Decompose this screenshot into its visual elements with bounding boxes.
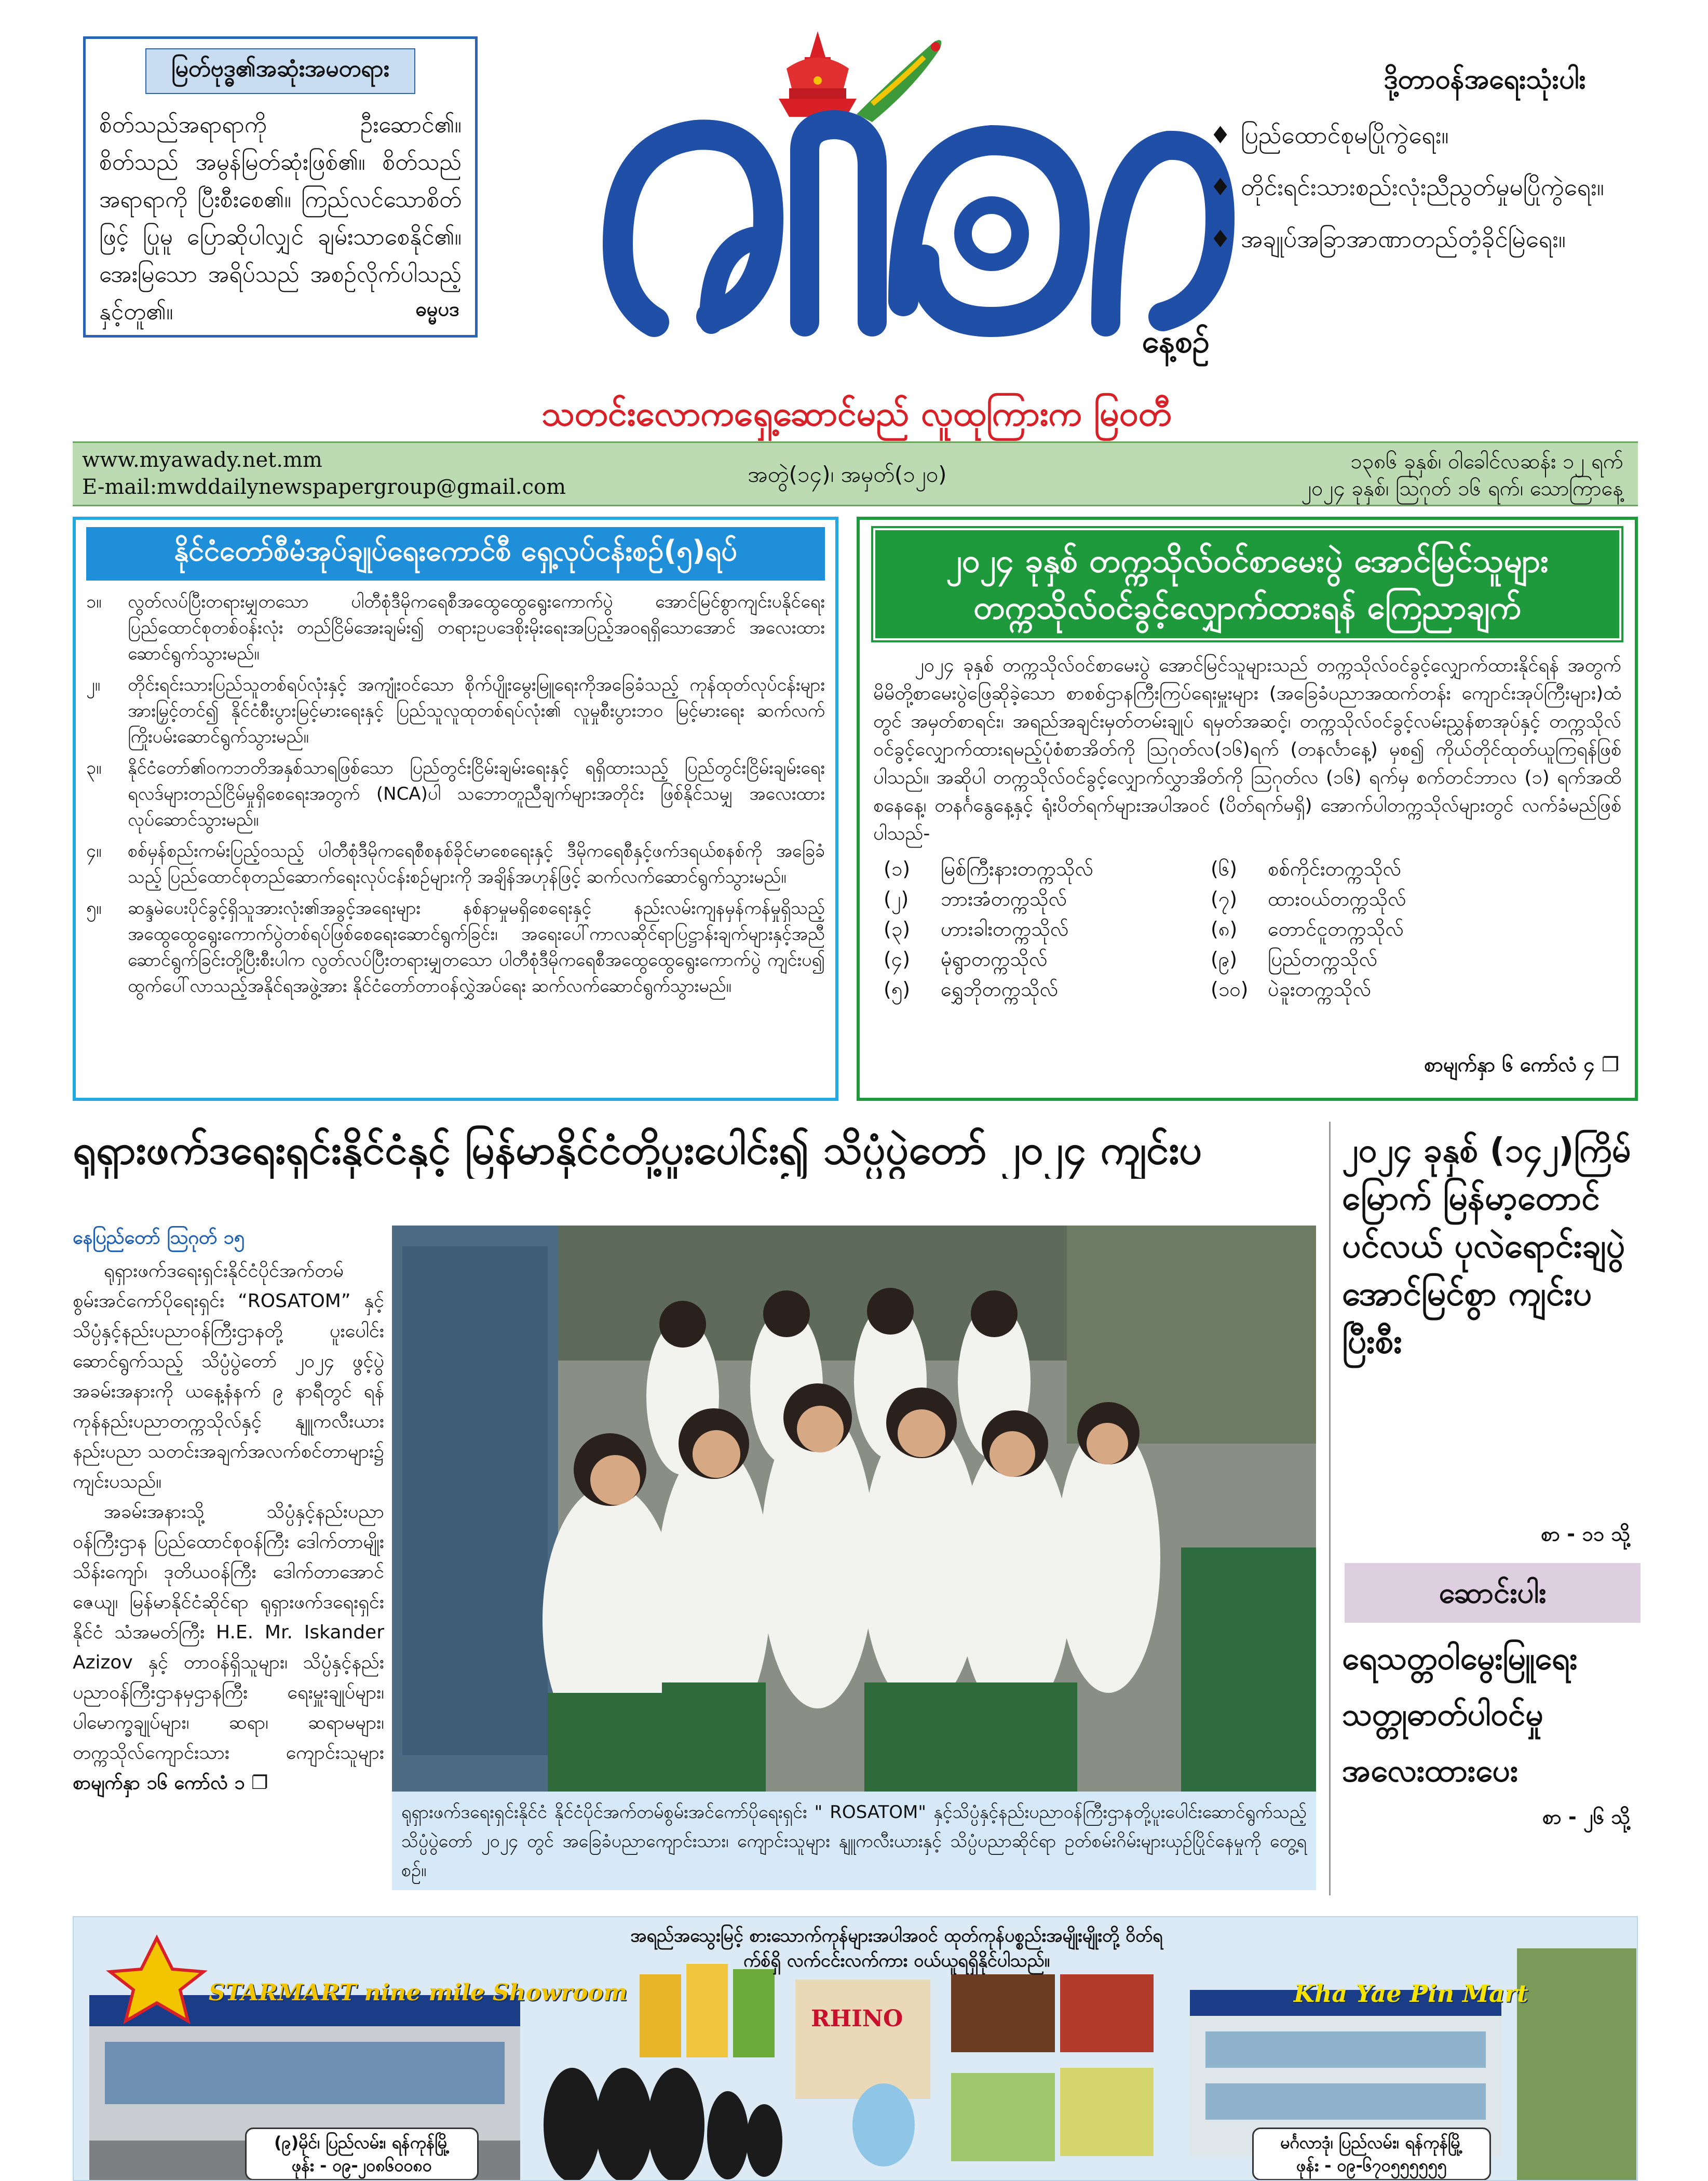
main-story-column	[73, 1223, 384, 1798]
starmart-sign: STARMART nine mile Showroom	[209, 1980, 628, 2006]
university-name: ပဲခူးတက္ကသိုလ်	[1268, 978, 1372, 1001]
university-number: (၆)	[1211, 857, 1238, 880]
email-link[interactable]: E-mail:mwddailynewspapergroup@gmail.com	[82, 475, 566, 499]
university-number: (၁)	[884, 857, 911, 880]
objectives-list	[86, 589, 825, 999]
university-name: မုံရွာတက္ကသိုလ်	[941, 948, 1048, 971]
diamond-bullet-icon: ♦	[1210, 225, 1231, 253]
story-dateline: နေပြည်တော် ဩဂုတ် ၁၅	[73, 1227, 245, 1248]
objective-item: ၅။ ဆန္ဒမဲပေးပိုင်ခွင့်ရှိသူအားလုံး၏အခွင့်အရေးများ နစ်နာမှုမရှိစေရေးနှင့် နည်းလမ်းကျနမှန်ကန်မှုရှိသည့် အထွေထွေရွေးကောက်ပွဲတစ်ရပ်ဖြစ်စေရေးဆောင်ရွက်ခြင်း၊ အရေးပေါ်ကာလဆိုင်ရာပြဋ္ဌာန်းချက်များနှင့်အညီ ဆောင်ရွက်ခြင်းတို့ပြီးစီးပါက လွတ်လပ်ပြီးတရားမျှတသော ပါတီစုံဒီမိုကရေစီအထွေထွေရွေးကောက်ပွဲ ကျင်းပ၍ ထွက်ပေါ်လာသည့်အနိုင်ရအဖွဲ့အား နိုင်ငံတော်တာဝန်လွှဲအပ်ရေး ဆက်လက်ဆောင်ရွက်သွားမည်။	[86, 898, 825, 997]
main-story-headline[interactable]: ရုရှားဖက်ဒရေးရှင်းနိုင်ငံနှင့် မြန်မာနိုင်ငံတို့ပူးပေါင်း၍ သိပ္ပံပွဲတော် ၂၀၂၄ ကျင်းပ	[73, 1127, 1202, 1174]
university-name: တောင်ငူတက္ကသိုလ်	[1268, 918, 1404, 940]
starmart-address: (၉)မိုင်၊ ပြည်လမ်း၊ ရန်ကုန်မြို့ ဖုန်း - ၀၉-၂၀၈၆၀၀၈၀	[245, 2128, 479, 2180]
buddha-teaching-box	[83, 36, 478, 338]
masthead-logo	[581, 10, 1246, 384]
info-bar	[73, 441, 1638, 506]
diamond-bullet-icon: ♦	[1210, 121, 1231, 149]
university-name: ထားဝယ်တက္ကသိုလ်	[1268, 887, 1406, 910]
buddha-teaching-text: စိတ်သည်အရာရာကို ဦးဆောင်၏။ စိတ်သည် အမွန်မြတ်ဆုံးဖြစ်၏။ စိတ်သည် အရာရာကို ပြီးစီးစေ၏။ ကြည်လင်သောစိတ်ဖြင့် ပြုမူ ပြောဆိုပါလျှင် ချမ်းသာစေနိုင်၏။ အေးမြသော အရိပ်သည် အစဉ်လိုက်ပါသည့်နှင့်တူ၏။	[99, 112, 462, 325]
peacock-bird-icon	[857, 40, 941, 122]
objective-item: ၂။ တိုင်းရင်းသားပြည်သူတစ်ရပ်လုံးနှင့် အကျုံးဝင်သော စိုက်ပျိုးမွေးမြူရေးကိုအခြေခံသည့် ကုန်ထုတ်လုပ်ငန်းများအားမြှင့်တင်၍ နိုင်ငံစီးပွားမြင့်မားရေးနှင့် ပြည်သူလူထုတစ်ရပ်လုံး၏ လူမှုစီးပွားဘဝ မြင့်မားရေး ဆက်လက်ကြိုးပမ်းဆောင်ရွက်သွားမည်။	[86, 675, 825, 747]
university-admission-box	[857, 517, 1638, 1101]
students-crowd-photo-icon	[392, 1226, 1316, 1792]
article-headline[interactable]: ရေသတ္တဝါမွေးမြူရေး သတ္တုဓာတ်ပါဝင်မှု အလေးထားပေး	[1342, 1640, 1578, 1789]
university-name: ပြည်တက္ကသိုလ်	[1268, 948, 1378, 971]
university-name: မြစ်ကြီးနားတက္ကသိုလ်	[941, 857, 1094, 880]
science-fair-photo	[392, 1226, 1316, 1792]
university-number: (၄)	[884, 948, 911, 971]
objectives-title: နိုင်ငံတော်စီမံအုပ်ချုပ်ရေးကောင်စီ ရှေ့လုပ်ငန်းစဉ်(၅)ရပ်	[86, 527, 825, 581]
duty-item: ♦ ပြည်ထောင်စုမပြိုကွဲရေး။	[1210, 119, 1698, 151]
objective-item: ၄။ စစ်မှန်စည်းကမ်းပြည့်ဝသည့် ပါတီစုံဒီမိုကရေစီစနစ်ခိုင်မာစေရေးနှင့် ဒီမိုကရေစီနှင့်ဖက်ဒရယ်စနစ်ကို အခြေခံသည့် ပြည်ထောင်စုတည်ဆောက်ရေးလုပ်ငန်းစဉ်များကို အချိန်အဟုန်ဖြင့် ဆက်လက်ဆောင်ရွက်သွားမည်။	[86, 841, 825, 887]
photo-caption: ရုရှားဖက်ဒရေးရှင်းနိုင်ငံ နိုင်ငံပိုင်အက်တမ်စွမ်းအင်ကော်ပိုရေးရှင်း " ROSATOM" နှင့်သိပ္ပံနှင့်နည်းပညာဝန်ကြီးဌာနတို့ပူးပေါင်းဆောင်ရွက်သည့် သိပ္ပံပွဲတော် ၂၀၂၄ တွင် အခြေခံပညာကျောင်းသား၊ ကျောင်းသူများ နျူကလီးယားနှင့် သိပ္ပံပညာဆိုင်ရာ ဥတ်စမ်းဂိမ်းများယှဉ်ပြိုင်နေမှုကို တွေ့ရစဉ်။	[392, 1792, 1316, 1890]
rhino-product-label: RHINO	[811, 2005, 903, 2032]
buddha-teaching-title: မြတ်ဗုဒ္ဓ၏အဆုံးအမတရား	[145, 48, 415, 94]
article-tag: ဆောင်းပါး	[1345, 1563, 1641, 1623]
university-admission-headline[interactable]: ၂၀၂၄ ခုနှစ် တက္ကသိုလ်ဝင်စာမေးပွဲ အောင်မြင်သူများ တက္ကသိုလ်ဝင်ခွင့်လျှောက်ထားရန် ကြေညာချက်	[873, 528, 1621, 640]
story-paragraph: အခမ်းအနားသို့ သိပ္ပံနှင့်နည်းပညာဝန်ကြီးဌာန ပြည်ထောင်စုဝန်ကြီး ဒေါက်တာမျိုးသိန်းကျော်၊ ဒုတိယဝန်ကြီး ဒေါက်တာအောင်ဇေယျ၊ မြန်မာနိုင်ငံဆိုင်ရာ ရုရှားဖက်ဒရေးရှင်းနိုင်ငံ သံအမတ်ကြီး H.E. Mr. Iskander Azizov နှင့် တာဝန်ရှိသူများ၊ သိပ္ပံနှင့်နည်းပညာဝန်ကြီးဌာနမှဌာနကြီး ရေးမှူးချုပ်များ၊ ပါမောက္ခချုပ်များ၊ ဆရာ၊ ဆရာမများ၊ တက္ကသိုလ်ကျောင်းသား ကျောင်းသူများ စာမျက်နှာ ၁၆ ကော်လံ ၁ ❐	[73, 1501, 384, 1794]
tyre-products-icon	[544, 2068, 782, 2181]
university-name: ဟားခါးတက္ကသိုလ်	[941, 918, 1069, 940]
university-admission-body: ၂၀၂၄ ခုနှစ် တက္ကသိုလ်ဝင်စာမေးပွဲ အောင်မြင်သူများသည် တက္ကသိုလ်ဝင်ခွင့်လျှောက်ထားနိုင်ရန် အတွက် မိမိတို့စာမေးပွဲဖြေဆိုခဲ့သော စာစစ်ဌာနကြီးကြပ်ရေးမှူးများ (အခြေခံပညာအထက်တန်း ကျောင်းအုပ်ကြီးများ)ထံတွင် အမှတ်စာရင်း၊ အရည်အချင်းမှတ်တမ်းချုပ် ရမှတ်အဆင့်၊ တက္ကသိုလ်ဝင်ခွင့်လမ်းညွှန်စာအုပ်နှင့် တက္ကသိုလ်ဝင်ခွင့်လျှောက်ထားရမည့်ပုံစံစာအိတ်ကို ဩဂုတ်လ(၁၆)ရက် (တနင်္လာနေ့) မှစ၍ ကိုယ်တိုင်ထုတ်ယူကြရန်ဖြစ်ပါသည်။ အဆိုပါ တက္ကသိုလ်ဝင်ခွင့်လျှောက်လွှာအိတ်ကို ဩဂုတ်လ (၁၆) ရက်မှ စက်တင်ဘာလ (၁) ရက်အထိ စနေနေ့၊ တနင်္ဂနွေနေ့နှင့် ရုံးပိတ်ရက်များအပါအဝင် (ပိတ်ရက်မရှိ) အောက်ပါတက္ကသိုလ်များတွင် လက်ခံမည်ဖြစ်ပါသည်-	[873, 655, 1621, 844]
objective-item: ၃။ နိုင်ငံတော်၏ဝကဘတိအနှစ်သာရဖြစ်သော ပြည်တွင်းငြိမ်းချမ်းရေးနှင့် ရရှိထားသည့် ပြည်တွင်းငြိမ်းချမ်းရေးရလဒ်များတည်ငြိမ်မှုရှိစေရေးအတွက် (NCA)ပါ သဘောတူညီချက်များအတိုင်း ဖြစ်နိုင်သမျှ အလေးထားလုပ်ဆောင်သွားမည်။	[86, 758, 825, 830]
column-divider	[1329, 1122, 1331, 1895]
buddha-teaching-source: ဓမ္မပဒ	[415, 298, 459, 320]
website-link[interactable]: www.myawady.net.mm	[82, 448, 322, 472]
article-page-ref[interactable]: စာ - ၂၆ သို့	[1542, 1806, 1630, 1828]
duty-item: ♦ အချုပ်အခြာအာဏာတည်တံ့ခိုင်မြဲရေး။	[1210, 223, 1698, 254]
issue-number: အတွဲ(၁၄)၊ အမှတ်(၁၂၀)	[748, 462, 947, 487]
duties-title: ဒို့တာဝန်အရေးသုံးပါး	[1384, 64, 1586, 95]
university-name: ရွှေဘိုတက္ကသိုလ်	[941, 978, 1059, 1001]
starmart-advertisement[interactable]	[73, 1916, 1638, 2181]
khayae-pin-mart-sign: Kha Yae Pin Mart	[1294, 1980, 1528, 2008]
pearl-sale-headline[interactable]: ၂၀၂၄ ခုနှစ် (၁၄၂)ကြိမ်မြောက် မြန်မာ့တောင်ပင်လယ် ပုလဲရောင်းချပွဲ အောင်မြင်စွာ ကျင်းပပြီးစီး	[1342, 1132, 1631, 1361]
continued-link[interactable]: စာမျက်နှာ ၁၆ ကော်လံ ၁ ❐	[73, 1772, 268, 1794]
diamond-bullet-icon: ♦	[1210, 173, 1231, 201]
objective-item: ၁။ လွတ်လပ်ပြီးတရားမျှတသော ပါတီစုံဒီမိုကရေစီအထွေထွေရွေးကောက်ပွဲ အောင်မြင်စွာကျင်းပနိုင်ရေး ပြည်ထောင်စုတစ်ဝန်းလုံး တည်ငြိမ်အေးချမ်း၍ တရားဥပဒေစိုးမိုးရေးအပြည့်အဝရရှိသောအောင် အလေးထားဆောင်ရွက်သွားမည်။	[86, 591, 825, 664]
university-number: (၇)	[1211, 887, 1238, 910]
myanmar-date: ၁၃၈၆ ခုနှစ်၊ ဝါခေါင်လဆန်း ၁၂ ရက်	[1350, 450, 1623, 474]
university-name: စစ်ကိုင်းတက္ကသိုလ်	[1268, 857, 1402, 880]
university-number: (၂)	[884, 887, 909, 910]
university-number: (၁၀)	[1211, 978, 1249, 1001]
objectives-box	[73, 517, 838, 1101]
khayae-pin-mart-address: မင်္ဂလာဒုံ၊ ပြည်လမ်း၊ ရန်ကုန်မြို့ ဖုန်း - ၀၉-၆၇၀၅၅၅၅၅၅	[1252, 2128, 1491, 2180]
gregorian-date: ၂၀၂၄ ခုနှစ်၊ ဩဂုတ် ၁၆ ရက်၊ သောကြာနေ့	[1301, 477, 1623, 501]
advertisement-tagline: အရည်အသွေးမြင့် စားသောက်ကုန်များအပါအဝင် ထုတ်ကုန်ပစ္စည်းအမျိုးမျိုးတို့ ဝိတ်ရက်စ်ရှိ လက်ငင်းလက်ကား ဝယ်ယူရရှိနိုင်ပါသည်။	[630, 1926, 1163, 1971]
university-number: (၅)	[884, 978, 911, 1001]
duty-item: ♦ တိုင်းရင်းသားစည်းလုံးညီညွတ်မှုမပြိုကွဲရေး။	[1210, 171, 1698, 203]
pagoda-crown-icon	[779, 31, 857, 117]
edition-label: နေ့စဉ်	[1142, 324, 1210, 360]
logo-script-letters	[618, 125, 1220, 322]
duties-list	[1210, 119, 1698, 275]
continued-link[interactable]: စာမျက်နှာ ၆ ကော်လံ ၄ ❐	[1424, 1053, 1619, 1076]
university-number: (၈)	[1211, 918, 1238, 940]
university-list	[873, 855, 1621, 1003]
university-number: (၃)	[884, 918, 911, 940]
university-number: (၉)	[1211, 948, 1238, 971]
pearl-sale-page-ref[interactable]: စာ - ၁၁ သို့	[1541, 1523, 1630, 1545]
story-paragraph: ရုရှားဖက်ဒရေးရှင်းနိုင်ငံပိုင်အက်တမ်စွမ်းအင်ကော်ပိုရေးရှင်း “ROSATOM” နှင့် သိပ္ပံနှင့်နည်းပညာဝန်ကြီးဌာနတို့ ပူးပေါင်းဆောင်ရွက်သည့် သိပ္ပံပွဲတော် ၂၀၂၄ ဖွင့်ပွဲ အခမ်းအနားကို ယနေ့နံနက် ၉ နာရီတွင် ရန်ကုန်နည်းပညာတက္ကသိုလ်နှင့် နျူကလီးယားနည်းပညာ သတင်းအချက်အလက်စင်တာများ၌ ကျင်းပသည်။	[73, 1260, 384, 1492]
masthead-slogan: သတင်းလောကရှေ့ဆောင်မည် လူထုကြားက မြဝတီ	[541, 394, 1172, 434]
university-name: ဘားအံတက္ကသိုလ်	[941, 887, 1067, 910]
